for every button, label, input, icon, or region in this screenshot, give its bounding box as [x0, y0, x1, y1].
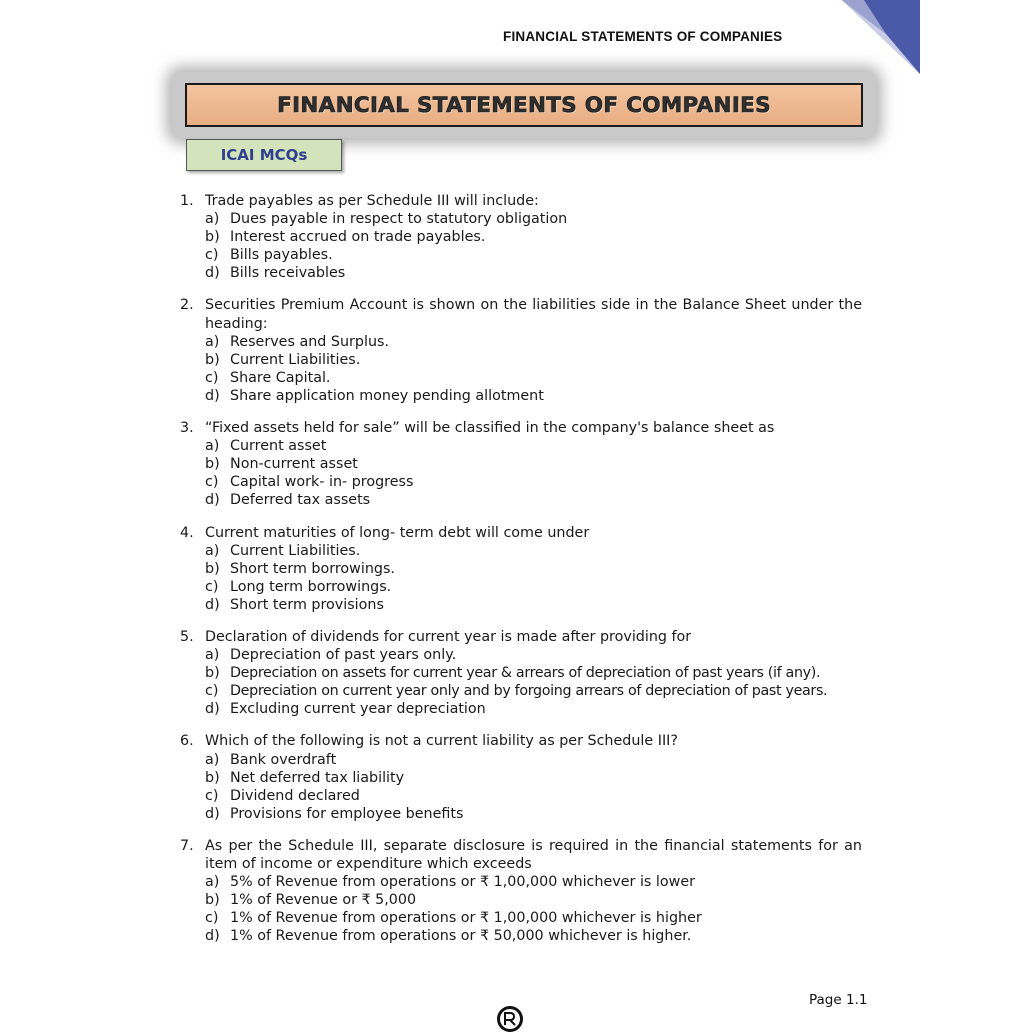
option-text: Dividend declared	[230, 787, 360, 804]
option-letter: a)	[205, 333, 220, 350]
question-number: 7.	[180, 837, 194, 854]
answer-option	[180, 927, 862, 945]
option-text: 1% of Revenue from operations or ₹ 1,00,000 whichever is higher	[230, 910, 702, 927]
answer-option	[180, 491, 862, 509]
option-text: Depreciation on assets for current year & arrears of depreciation of past years (if any).	[230, 665, 821, 682]
question-number: 3.	[180, 420, 194, 437]
option-text: Capital work- in- progress	[230, 474, 414, 491]
option-text: Bills receivables	[230, 265, 346, 282]
question-number: 5.	[180, 628, 194, 645]
option-text: Net deferred tax liability	[230, 769, 405, 786]
option-letter: c)	[205, 683, 219, 700]
answer-option	[180, 369, 862, 387]
option-text: Dues payable in respect to statutory obligation	[230, 211, 568, 228]
answer-option	[180, 578, 862, 596]
option-text: Non-current asset	[230, 456, 358, 473]
option-letter: a)	[205, 874, 220, 891]
option-letter: c)	[205, 369, 219, 386]
option-text: Current Liabilities.	[230, 542, 361, 559]
section-tag-label: ICAI MCQs	[220, 146, 308, 164]
option-text: Long term borrowings.	[230, 578, 392, 595]
question-text: Securities Premium Account is shown on the liabilities side in the Balance Sheet under the heading:	[205, 297, 862, 332]
option-text: Share application money pending allotment	[230, 387, 544, 404]
answer-option	[180, 333, 862, 351]
option-letter: a)	[205, 647, 220, 664]
answer-option	[180, 873, 862, 891]
question-text: As per the Schedule III, separate disclosure is required in the financial statements for an item of income or expenditure which exceeds	[205, 837, 862, 872]
option-letter: d)	[205, 596, 220, 613]
page-number: Page 1.1	[809, 992, 868, 1008]
answer-option	[180, 387, 862, 405]
option-letter: b)	[205, 892, 220, 909]
option-letter: c)	[205, 910, 219, 927]
option-letter: c)	[205, 578, 219, 595]
option-letter: b)	[205, 665, 220, 682]
option-letter: d)	[205, 928, 220, 945]
option-text: 1% of Revenue or ₹ 5,000	[230, 892, 417, 909]
option-text: Reserves and Surplus.	[230, 333, 390, 350]
option-text: Interest accrued on trade payables.	[230, 229, 486, 246]
question-item	[180, 732, 862, 822]
option-text: Current Liabilities.	[230, 351, 361, 368]
option-text: Short term borrowings.	[230, 560, 395, 577]
option-letter: d)	[205, 805, 220, 822]
question-item	[180, 419, 862, 509]
option-text: Provisions for employee benefits	[230, 805, 464, 822]
option-letter: b)	[205, 769, 220, 786]
option-text: Depreciation of past years only.	[230, 647, 457, 664]
question-item	[180, 524, 862, 614]
option-text: 1% of Revenue from operations or ₹ 50,000 whichever is higher.	[230, 928, 692, 945]
question-item	[180, 192, 862, 282]
answer-option	[180, 596, 862, 614]
answer-option	[180, 560, 862, 578]
option-text: Share Capital.	[230, 369, 331, 386]
option-letter: c)	[205, 787, 219, 804]
question-number: 4.	[180, 524, 194, 541]
page-corner-fold-icon	[842, 0, 920, 74]
option-text: Current asset	[230, 438, 327, 455]
question-item	[180, 837, 862, 946]
answer-option	[180, 787, 862, 805]
answer-option	[180, 700, 862, 718]
running-header: FINANCIAL STATEMENTS OF COMPANIES	[503, 29, 783, 44]
answer-option	[180, 455, 862, 473]
section-tag	[186, 139, 342, 171]
option-letter: d)	[205, 492, 220, 509]
option-letter: a)	[205, 542, 220, 559]
option-text: Excluding current year depreciation	[230, 701, 486, 718]
option-letter: a)	[205, 438, 220, 455]
question-number: 6.	[180, 733, 194, 750]
answer-option	[180, 805, 862, 823]
option-letter: c)	[205, 474, 219, 491]
answer-option	[180, 246, 862, 264]
answer-option	[180, 473, 862, 491]
answer-option	[180, 664, 862, 682]
answer-option	[180, 542, 862, 560]
question-text: “Fixed assets held for sale” will be classified in the company's balance sheet as	[205, 420, 775, 437]
answer-option	[180, 210, 862, 228]
option-text: Deferred tax assets	[230, 492, 371, 509]
option-text: 5% of Revenue from operations or ₹ 1,00,000 whichever is lower	[230, 874, 696, 891]
answer-option	[180, 228, 862, 246]
option-letter: b)	[205, 229, 220, 246]
page-title-banner	[185, 83, 863, 127]
page-title: FINANCIAL STATEMENTS OF COMPANIES	[277, 92, 771, 118]
question-list	[180, 192, 862, 959]
option-letter: d)	[205, 265, 220, 282]
option-text: Bills payables.	[230, 247, 333, 264]
question-text: Declaration of dividends for current year is made after providing for	[205, 628, 692, 645]
option-letter: c)	[205, 247, 219, 264]
option-text: Depreciation on current year only and by forgoing arrears of depreciation of past years.	[230, 683, 828, 700]
option-letter: b)	[205, 456, 220, 473]
option-letter: b)	[205, 560, 220, 577]
question-item	[180, 296, 862, 405]
publisher-logo-icon	[496, 1005, 524, 1033]
question-text: Current maturities of long- term debt will come under	[205, 524, 590, 541]
answer-option	[180, 646, 862, 664]
option-letter: d)	[205, 701, 220, 718]
question-text: Which of the following is not a current liability as per Schedule III?	[205, 733, 678, 750]
question-item	[180, 628, 862, 718]
option-text: Short term provisions	[230, 596, 384, 613]
answer-option	[180, 909, 862, 927]
option-text: Bank overdraft	[230, 751, 337, 768]
answer-option	[180, 769, 862, 787]
answer-option	[180, 351, 862, 369]
question-number: 2.	[180, 297, 194, 314]
answer-option	[180, 751, 862, 769]
question-number: 1.	[180, 193, 194, 209]
answer-option	[180, 891, 862, 909]
option-letter: d)	[205, 387, 220, 404]
question-text: Trade payables as per Schedule III will include:	[205, 193, 539, 209]
option-letter: a)	[205, 211, 220, 228]
option-letter: a)	[205, 751, 220, 768]
answer-option	[180, 437, 862, 455]
answer-option	[180, 264, 862, 282]
option-letter: b)	[205, 351, 220, 368]
answer-option	[180, 682, 862, 700]
